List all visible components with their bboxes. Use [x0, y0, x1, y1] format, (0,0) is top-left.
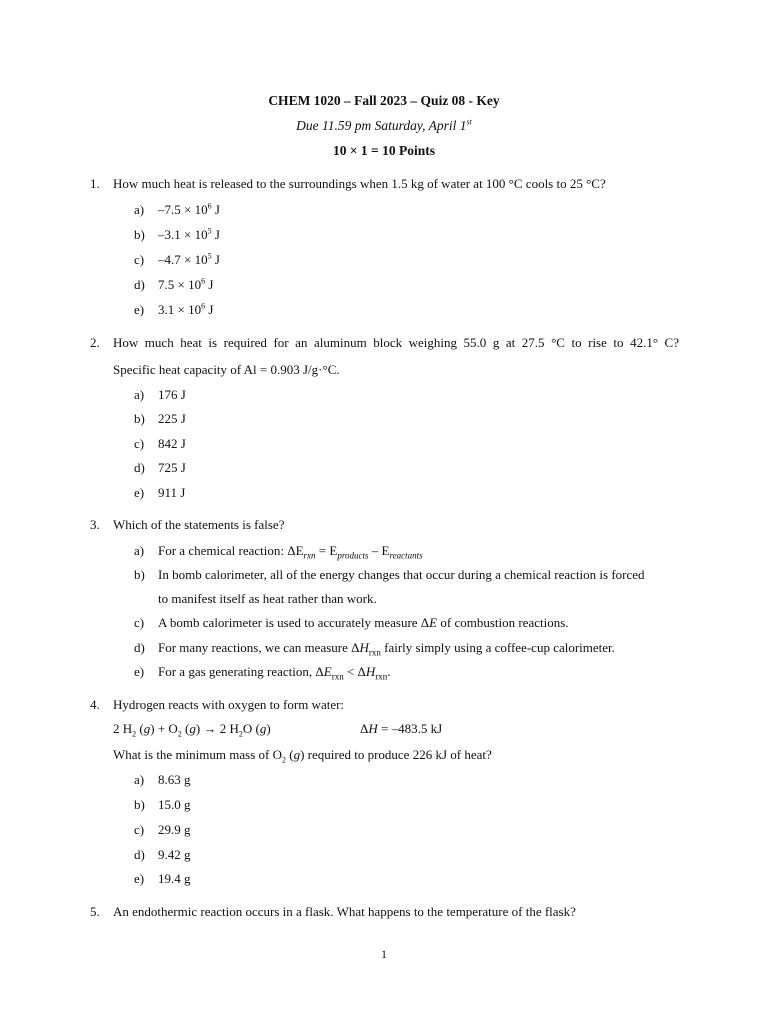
option-c: A bomb calorimeter is used to accurately measure ΔE of combustion reactions. [158, 615, 569, 630]
points-line: 10 × 1 = 10 Points [332, 143, 435, 158]
option-label: b) [134, 567, 145, 582]
question-text: How much heat is released to the surroundings when 1.5 kg of water at 100 °C cools to 25 °C? [113, 176, 606, 191]
option-e: 911 J [158, 485, 186, 500]
option-c: $-4.7 \times 10^5$ J [158, 251, 220, 267]
option-label: a) [134, 772, 145, 787]
question-number: 1. [90, 176, 100, 191]
page-number: 1 [381, 947, 387, 961]
option-d: $7.5 \times 10^6$ J [158, 276, 214, 292]
quiz-title: CHEM 1020 – Fall 2023 – Quiz 08 - Key [268, 93, 500, 108]
option-a: $-7.5 \times 10^6$ J [158, 201, 220, 217]
question-text: Which of the statements is false? [113, 517, 285, 532]
option-label: a) [134, 387, 145, 402]
option-label: a) [134, 543, 145, 558]
option-b: 225 J [158, 411, 186, 426]
option-e: For a gas generating reaction, $\Delta E_{rxn} < \Delta H_{rxn}$. [158, 664, 391, 682]
option-a: 8.63 g [158, 772, 191, 787]
option-b-continued: to manifest itself as heat rather than work. [158, 591, 377, 606]
option-a: 176 J [158, 387, 186, 402]
question-prompt: What is the minimum mass of $O_2$ (g) required to produce 226 kJ of heat? [113, 747, 492, 765]
option-d: For many reactions, we can measure $\Delta H_{rxn}$ fairly simply using a coffee-cup calorimeter. [158, 640, 615, 658]
question-number: 2. [90, 335, 100, 350]
option-label: c) [134, 252, 145, 267]
option-e: 19.4 g [158, 871, 191, 886]
option-label: c) [134, 615, 145, 630]
option-label: e) [134, 302, 145, 317]
option-e: $3.1 \times 10^6$ J [158, 301, 214, 317]
question-text: An endothermic reaction occurs in a flask. What happens to the temperature of the flask? [113, 904, 576, 919]
option-label: b) [134, 411, 145, 426]
question-text: Hydrogen reacts with oxygen to form water: [113, 697, 345, 712]
due-date: Due 11.59 pm Saturday, April 1st [296, 117, 472, 133]
option-label: e) [134, 485, 145, 500]
chemical-equation: 2 $H_2$ $(g) + O_2$ (g) → 2 $H_2O$ (g) [113, 721, 271, 739]
option-label: a) [134, 202, 145, 217]
option-label: d) [134, 640, 145, 655]
option-a: For a chemical reaction: $\Delta E_{rxn} = E_{products} - E_{reactants}$ [158, 543, 423, 561]
option-label: c) [134, 436, 145, 451]
option-b: 15.0 g [158, 797, 191, 812]
option-label: d) [134, 460, 145, 475]
enthalpy-value: ΔH = –483.5 kJ [360, 721, 443, 736]
option-label: b) [134, 797, 145, 812]
option-label: e) [134, 871, 145, 886]
question-number: 5. [90, 904, 100, 919]
option-b: In bomb calorimeter, all of the energy changes that occur during a chemical reaction is forced [158, 567, 645, 582]
question-number: 4. [90, 697, 100, 712]
option-c: 29.9 g [158, 822, 191, 837]
option-d: 9.42 g [158, 847, 191, 862]
question-number: 3. [90, 517, 100, 532]
option-label: d) [134, 847, 145, 862]
option-label: c) [134, 822, 145, 837]
option-label: b) [134, 227, 145, 242]
option-d: 725 J [158, 460, 186, 475]
option-label: e) [134, 664, 145, 679]
option-c: 842 J [158, 436, 186, 451]
question-text: How much heat is required for an aluminum block weighing 55.0 g at 27.5 °C to rise to 42.1° C? [113, 335, 679, 350]
option-b: $-3.1 \times 10^5$ J [158, 226, 220, 242]
option-label: d) [134, 277, 145, 292]
question-text-continued: Specific heat capacity of Al = 0.903 J/g·°C. [113, 362, 340, 377]
